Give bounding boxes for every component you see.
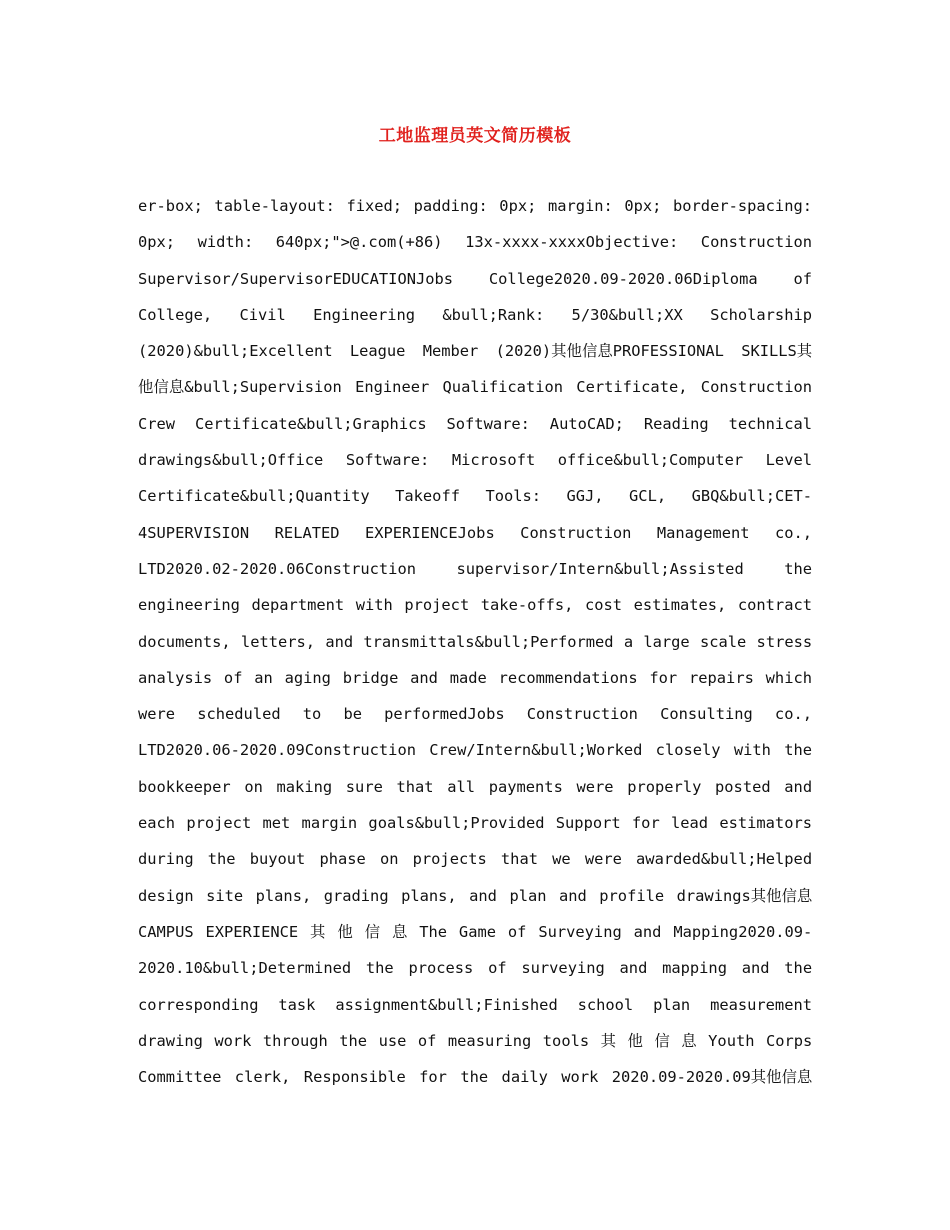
body-line: drawing work through the use of measuring tools 其 他 信 息 Youth Corps — [138, 1031, 812, 1050]
document-title: 工地监理员英文简历模板 — [378, 126, 572, 146]
body-line: drawings&bull;Office Software: Microsoft office&bull;Computer Level — [138, 451, 812, 470]
body-line: each project met margin goals&bull;Provided Support for lead estimators — [138, 814, 812, 833]
body-line: bookkeeper on making sure that all payments were properly posted and — [138, 777, 812, 796]
body-line: analysis of an aging bridge and made recommendations for repairs which — [138, 668, 812, 687]
body-line: Supervisor/SupervisorEDUCATIONJobs College2020.09-2020.06Diploma of — [138, 269, 812, 288]
document-body — [138, 188, 812, 1095]
body-line: er-box; table-layout: fixed; padding: 0px; margin: 0px; border-spacing: — [138, 197, 812, 215]
body-line: CAMPUS EXPERIENCE 其 他 信 息 The Game of Surveying and Mapping2020.09- — [138, 922, 812, 941]
body-line: (2020)&bull;Excellent League Member (2020)其他信息PROFESSIONAL SKILLS其 — [138, 342, 812, 361]
body-line: during the buyout phase on projects that we were awarded&bull;Helped — [138, 850, 812, 869]
body-line: design site plans, grading plans, and plan and profile drawings其他信息 — [138, 886, 812, 905]
body-line: engineering department with project take-offs, cost estimates, contract — [138, 596, 812, 615]
body-line: Crew Certificate&bull;Graphics Software: AutoCAD; Reading technical — [138, 414, 812, 433]
body-line: Committee clerk, Responsible for the daily work 2020.09-2020.09其他信息 — [138, 1068, 812, 1087]
body-line: corresponding task assignment&bull;Finished school plan measurement — [138, 995, 812, 1014]
body-line: 0px; width: 640px;">@.com(+86) 13x-xxxx-xxxxObjective: Construction — [138, 233, 812, 252]
body-line: were scheduled to be performedJobs Construction Consulting co., — [138, 705, 812, 724]
body-line: 2020.10&bull;Determined the process of surveying and mapping and the — [138, 959, 812, 978]
body-line: 4SUPERVISION RELATED EXPERIENCEJobs Construction Management co., — [138, 523, 812, 542]
body-line: documents, letters, and transmittals&bull;Performed a large scale stress — [138, 632, 812, 651]
body-line: Certificate&bull;Quantity Takeoff Tools: GGJ, GCL, GBQ&bull;CET- — [138, 487, 812, 506]
body-line: LTD2020.02-2020.06Construction supervisor/Intern&bull;Assisted the — [138, 559, 812, 578]
body-line: 他信息&bull;Supervision Engineer Qualification Certificate, Construction — [138, 378, 812, 397]
body-line: LTD2020.06-2020.09Construction Crew/Intern&bull;Worked closely with the — [138, 741, 812, 760]
body-line: College, Civil Engineering &bull;Rank: 5/30&bull;XX Scholarship — [138, 305, 812, 324]
